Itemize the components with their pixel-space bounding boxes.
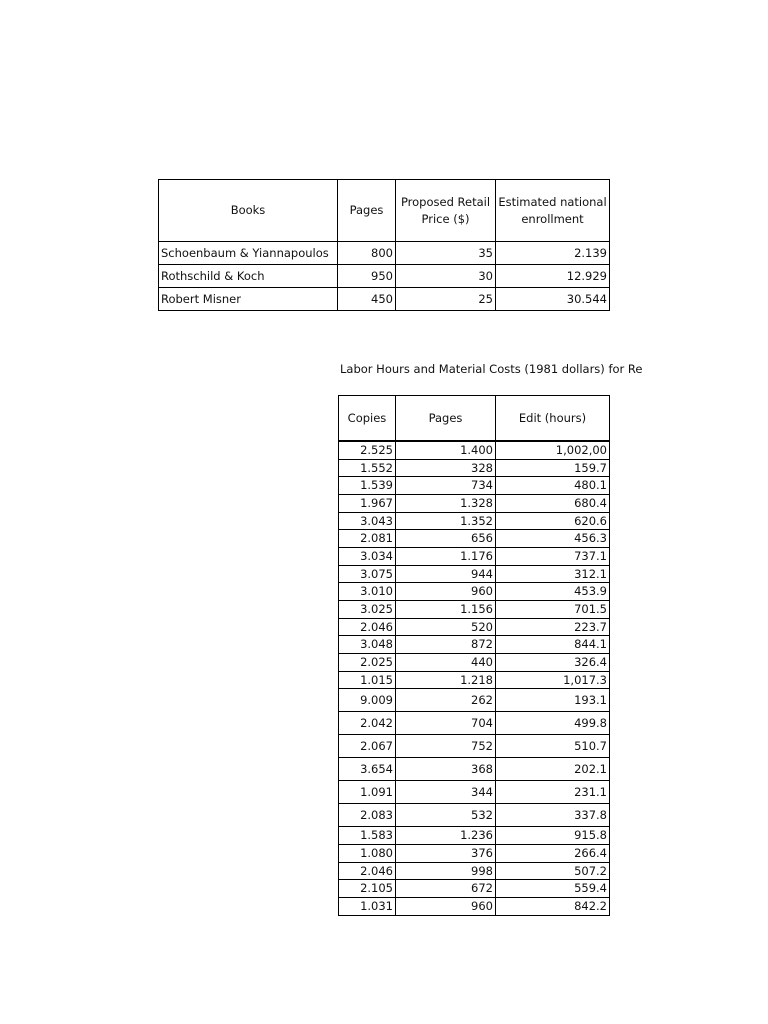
table-cell: 266.4	[496, 845, 610, 863]
table-cell: 456.3	[496, 530, 610, 548]
table-cell: 1.156	[396, 601, 496, 619]
table-row	[339, 862, 610, 880]
table-row	[159, 288, 610, 311]
table-cell: 2.042	[339, 712, 396, 735]
table-row	[339, 845, 610, 863]
table-cell: 950	[338, 265, 396, 288]
table-row	[339, 495, 610, 513]
books-header-enrollment: Estimated national enrollment	[496, 180, 610, 242]
table-cell: 35	[396, 242, 496, 265]
table-row	[339, 689, 610, 712]
table-row	[339, 827, 610, 845]
labor-header-row	[339, 396, 610, 442]
table-cell: 3.048	[339, 636, 396, 654]
table-cell: Robert Misner	[159, 288, 338, 311]
table-cell: 202.1	[496, 758, 610, 781]
table-row	[339, 671, 610, 689]
table-cell: 998	[396, 862, 496, 880]
table-cell: 453.9	[496, 583, 610, 601]
table-row	[339, 512, 610, 530]
table-cell: 620.6	[496, 512, 610, 530]
table-cell: 1.967	[339, 495, 396, 513]
table-cell: 376	[396, 845, 496, 863]
table-row	[339, 898, 610, 916]
table-row	[339, 758, 610, 781]
table-row	[339, 530, 610, 548]
table-cell: 159.7	[496, 459, 610, 477]
table-cell: 737.1	[496, 548, 610, 566]
table-cell: 2.081	[339, 530, 396, 548]
table-row	[339, 880, 610, 898]
labor-table	[338, 395, 610, 916]
table-cell: 312.1	[496, 565, 610, 583]
table-cell: 1.080	[339, 845, 396, 863]
table-cell: 262	[396, 689, 496, 712]
table-cell: 1.091	[339, 781, 396, 804]
table-row	[339, 636, 610, 654]
table-cell: 1,002,00	[496, 441, 610, 459]
table-cell: 326.4	[496, 654, 610, 672]
table-row	[339, 712, 610, 735]
labor-header-pages: Pages	[396, 396, 496, 442]
table-cell: 2.525	[339, 441, 396, 459]
table-cell: 559.4	[496, 880, 610, 898]
labor-table-body	[339, 441, 610, 915]
table-cell: 440	[396, 654, 496, 672]
table-row	[339, 441, 610, 459]
table-cell: 3.043	[339, 512, 396, 530]
table-row	[339, 548, 610, 566]
books-header-books: Books	[159, 180, 338, 242]
table-cell: 3.034	[339, 548, 396, 566]
table-cell: 944	[396, 565, 496, 583]
books-header-row	[159, 180, 610, 242]
table-cell: 223.7	[496, 618, 610, 636]
table-cell: 450	[338, 288, 396, 311]
table-cell: 480.1	[496, 477, 610, 495]
table-cell: 1.400	[396, 441, 496, 459]
table-cell: 1.583	[339, 827, 396, 845]
table-cell: 1.176	[396, 548, 496, 566]
table-cell: Schoenbaum & Yiannapoulos	[159, 242, 338, 265]
books-header-pages: Pages	[338, 180, 396, 242]
table-row	[339, 565, 610, 583]
table-cell: 915.8	[496, 827, 610, 845]
table-cell: 1.352	[396, 512, 496, 530]
table-cell: 2.046	[339, 862, 396, 880]
table-cell: 3.654	[339, 758, 396, 781]
table-row	[159, 265, 610, 288]
table-cell: Rothschild & Koch	[159, 265, 338, 288]
books-header-price: Proposed Retail Price ($)	[396, 180, 496, 242]
labor-header-edit-hours: Edit (hours)	[496, 396, 610, 442]
books-table	[158, 179, 610, 311]
table-cell: 2.083	[339, 804, 396, 827]
table-cell: 3.025	[339, 601, 396, 619]
table-cell: 1.328	[396, 495, 496, 513]
table-cell: 1.552	[339, 459, 396, 477]
table-cell: 337.8	[496, 804, 610, 827]
table-row	[339, 781, 610, 804]
table-cell: 3.010	[339, 583, 396, 601]
table-cell: 3.075	[339, 565, 396, 583]
table-cell: 960	[396, 583, 496, 601]
table-cell: 734	[396, 477, 496, 495]
table-cell: 368	[396, 758, 496, 781]
table-cell: 1.218	[396, 671, 496, 689]
table-cell: 704	[396, 712, 496, 735]
table-cell: 1,017.3	[496, 671, 610, 689]
books-table-body	[159, 242, 610, 311]
table-cell: 842.2	[496, 898, 610, 916]
table-cell: 532	[396, 804, 496, 827]
table-cell: 960	[396, 898, 496, 916]
table-cell: 1.236	[396, 827, 496, 845]
table-row	[339, 601, 610, 619]
table-cell: 1.539	[339, 477, 396, 495]
labor-header-copies: Copies	[339, 396, 396, 442]
table-cell: 800	[338, 242, 396, 265]
table-cell: 1.015	[339, 671, 396, 689]
table-cell: 328	[396, 459, 496, 477]
table-cell: 2.046	[339, 618, 396, 636]
table-cell: 656	[396, 530, 496, 548]
table-cell: 25	[396, 288, 496, 311]
labor-table-caption: Labor Hours and Material Costs (1981 dollars) for Re	[340, 362, 643, 376]
table-cell: 12.929	[496, 265, 610, 288]
table-cell: 2.105	[339, 880, 396, 898]
table-cell: 507.2	[496, 862, 610, 880]
table-cell: 30.544	[496, 288, 610, 311]
table-cell: 9.009	[339, 689, 396, 712]
table-cell: 30	[396, 265, 496, 288]
table-row	[339, 583, 610, 601]
table-row	[339, 804, 610, 827]
table-row	[339, 477, 610, 495]
table-cell: 2.025	[339, 654, 396, 672]
table-cell: 193.1	[496, 689, 610, 712]
table-cell: 844.1	[496, 636, 610, 654]
table-row	[159, 242, 610, 265]
table-cell: 231.1	[496, 781, 610, 804]
table-cell: 499.8	[496, 712, 610, 735]
table-cell: 520	[396, 618, 496, 636]
table-row	[339, 459, 610, 477]
table-cell: 2.067	[339, 735, 396, 758]
table-cell: 752	[396, 735, 496, 758]
table-cell: 680.4	[496, 495, 610, 513]
table-cell: 672	[396, 880, 496, 898]
table-cell: 344	[396, 781, 496, 804]
table-cell: 872	[396, 636, 496, 654]
table-cell: 2.139	[496, 242, 610, 265]
table-row	[339, 618, 610, 636]
table-cell: 510.7	[496, 735, 610, 758]
table-cell: 701.5	[496, 601, 610, 619]
table-row	[339, 735, 610, 758]
table-row	[339, 654, 610, 672]
table-cell: 1.031	[339, 898, 396, 916]
